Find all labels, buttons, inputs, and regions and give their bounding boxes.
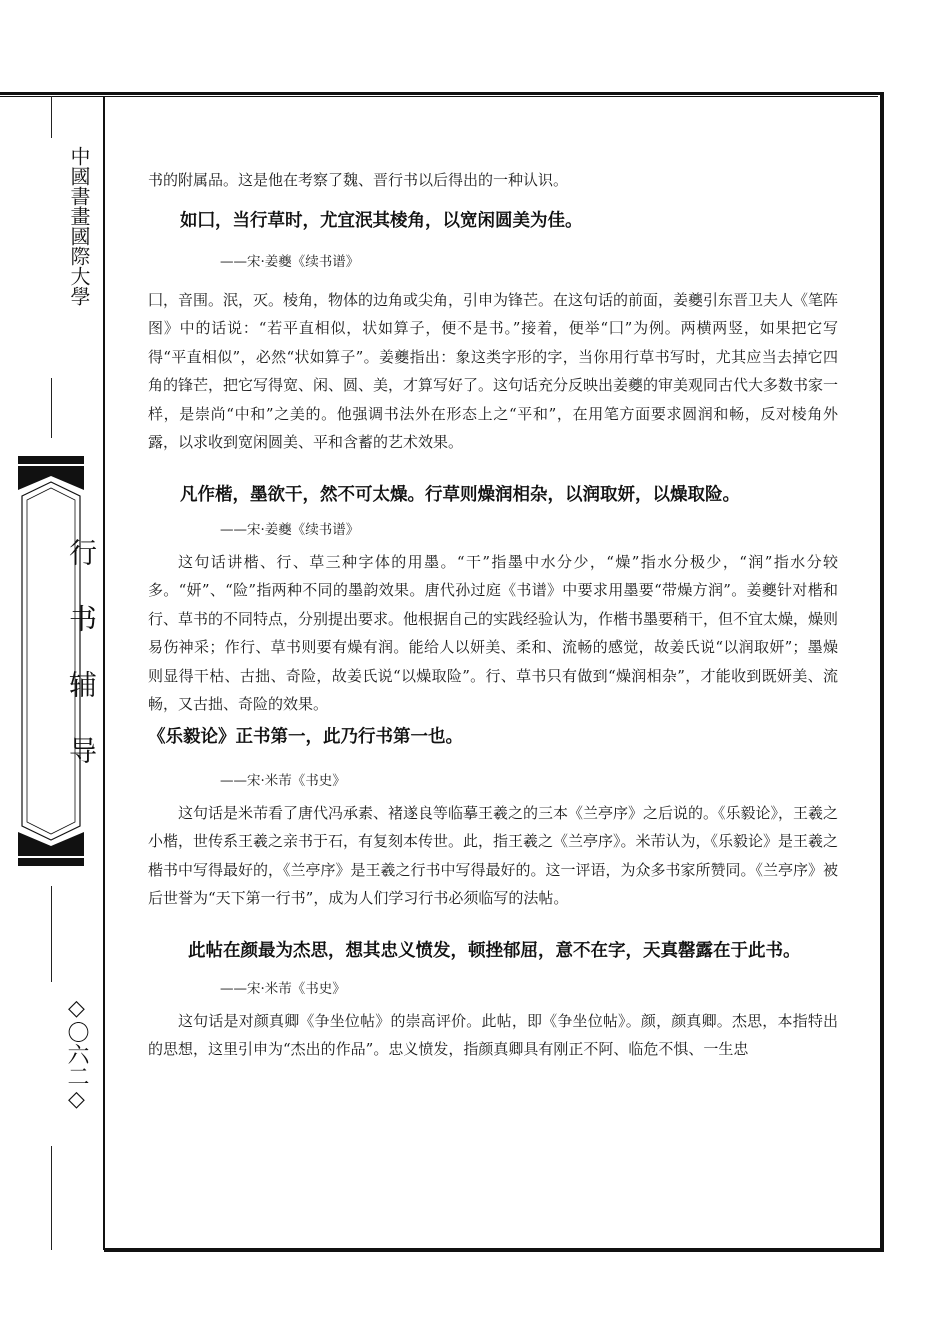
book-title-cartouche <box>18 456 98 866</box>
sidebar-rule-upper <box>51 378 52 438</box>
book-title: 行书辅导 <box>65 538 98 802</box>
entry-commentary: 这句话讲楷、行、草三种字体的用墨。“干”指墨中水分少，“燥”指水分极少，“润”指水分较多。“妍”、“险”指两种不同的墨韵效果。唐代孙过庭《书谱》中要求用墨要“带燥方润”。姜夔针对楷和行、草书的不同特点，分别提出要求。他根据自己的实践经验认为，作楷书墨要稍干，但不宜太燥，燥则易伤神采；作行、草书则要有燥有润。能给人以妍美、柔和、流畅的感觉，故姜氏说“以润取妍”；墨燥则显得干枯、古拙、奇险，故姜氏说“以燥取险”。行、草书只有做到“燥润相杂”，才能收到既妍美、流畅，又古拙、奇险的效果。 <box>148 552 839 713</box>
page-frame-right <box>880 92 884 1252</box>
page-frame-top <box>0 92 884 95</box>
entry-4 <box>148 937 838 1064</box>
entry-source: ——宋·姜夔《续书谱》 <box>220 521 360 538</box>
lead-paragraph: 书的附属品。这是他在考察了魏、晋行书以后得出的一种认识。 <box>148 171 569 189</box>
sidebar-rule-lower <box>51 886 52 982</box>
page-frame-bottom <box>104 1248 884 1252</box>
page-frame-top-inner <box>0 96 878 97</box>
sidebar <box>0 96 103 1250</box>
entry-1 <box>148 207 838 457</box>
sidebar-rule-bottom <box>51 1146 52 1250</box>
entry-quote: 此帖在颜最为杰思，想其忠义愤发，顿挫郁屈，意不在字，天真罄露在于此书。 <box>188 940 801 961</box>
entry-2 <box>148 481 838 719</box>
page-content <box>148 166 838 1064</box>
entry-3 <box>148 723 838 913</box>
entry-commentary: 囗，音围。泯，灭。棱角，物体的边角或尖角，引申为锋芒。在这句话的前面，姜夔引东晋卫夫人《笔阵图》中的话说：“若平直相似，状如算子，便不是书。”接着，便举“囗”为例。两横两竖，如果把它写得“平直相似”，必然“状如算子”。姜夔指出：象这类字形的字，当你用行草书写时，尤其应当去掉它四角的锋芒，把它写得宽、闲、圆、美，才算写好了。这句话充分反映出姜夔的审美观同古代大多数书家一样，是崇尚“中和”之美的。他强调书法外在形态上之“平和”，在用笔方面要求圆润和畅，反对棱角外露，以求收到宽闲圆美、平和含蓄的艺术效果。 <box>148 290 839 451</box>
entry-source: ——宋·米芾《书史》 <box>220 772 346 789</box>
entry-quote: 凡作楷，墨欲干，然不可太燥。行草则燥润相杂，以润取妍，以燥取险。 <box>180 484 740 505</box>
series-title: 中國書畫國際大學 <box>67 146 91 306</box>
entry-quote: 《乐毅论》正书第一，此乃行书第一也。 <box>148 726 463 747</box>
entry-source: ——宋·姜夔《续书谱》 <box>220 253 360 270</box>
sidebar-divider <box>103 96 105 1250</box>
entry-source: ——宋·米芾《书史》 <box>220 980 346 997</box>
sidebar-rule-top <box>51 96 52 138</box>
entry-quote: 如囗，当行草时，尤宜泯其棱角，以宽闲圆美为佳。 <box>180 210 583 231</box>
entry-commentary: 这句话是米芾看了唐代冯承素、褚遂良等临摹王羲之的三本《兰亭序》之后说的。《乐毅论》，王羲之小楷，世传系王羲之亲书于石，有复刻本传世。此，指王羲之《兰亭序》。米芾认为，《乐毅论》是王羲之楷书中写得最好的，《兰亭序》是王羲之行书中写得最好的。这一评语，为众多书家所赞同。《兰亭序》被后世誉为“天下第一行书”，成为人们学习行书必须临写的法帖。 <box>148 803 839 907</box>
entry-commentary: 这句话是对颜真卿《争坐位帖》的崇高评价。此帖，即《争坐位帖》。颜，颜真卿。杰思，本指特出的思想，这里引申为“杰出的作品”。忠义愤发，指颜真卿具有刚正不阿、临危不惧、一生忠 <box>148 1011 838 1058</box>
page-number: ◇〇六二◇ <box>64 996 89 1112</box>
